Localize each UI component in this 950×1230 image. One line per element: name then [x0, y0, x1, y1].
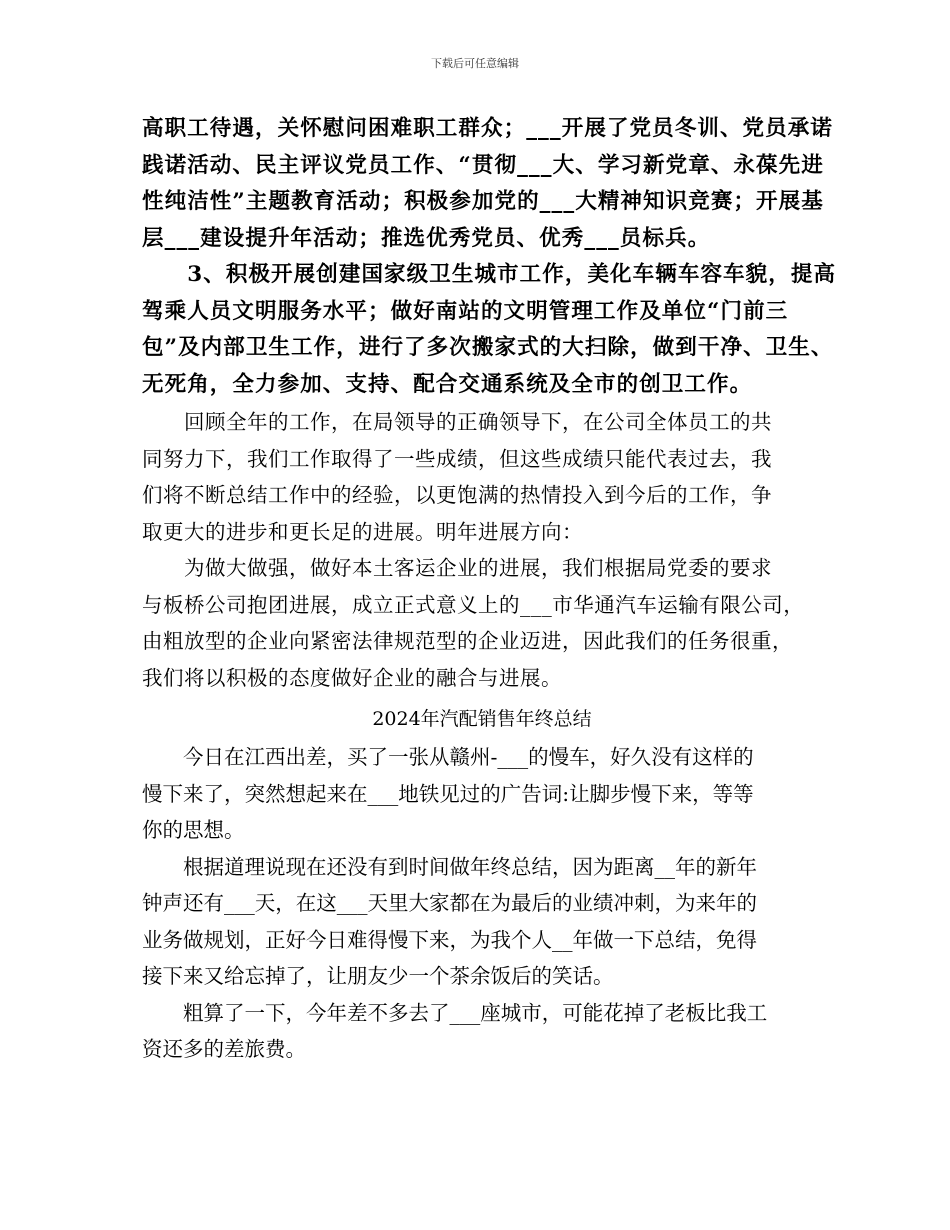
paragraph-line: 同努力下，我们工作取得了一些成绩，但这些成绩只能代表过去，我 [142, 446, 772, 471]
section-party-work [142, 111, 837, 403]
paragraph-line: 取更大的进步和更长足的进展。明年进展方向： [142, 519, 583, 544]
paragraph-line: 粗算了一下，今年差不多去了___座城市，可能花掉了老板比我工 [142, 1000, 768, 1025]
paragraph-line: 为做大做强，做好本土客运企业的进展，我们根据局党委的要求 [142, 556, 772, 580]
paragraph-line: 回顾全年的工作，在局领导的正确领导下，在公司全体员工的共 [142, 410, 772, 434]
paragraph-line: 高职工待遇，关怀慰问困难职工群众；___开展了党员冬训、党员承诺 [142, 116, 833, 141]
paragraph-line: 驾乘人员文明服务水平；做好南站的文明管理工作及单位“门前三 [142, 298, 789, 324]
page-header: 下载后可任意编辑 [431, 57, 519, 70]
paragraph-line: 慢下来了，突然想起来在___地铁见过的广告词:让脚步慢下来，等等 [142, 781, 754, 806]
paragraph-line: 们将不断总结工作中的经验，以更饱满的热情投入到今后的工作，争 [142, 483, 772, 507]
title-block [142, 701, 822, 737]
paragraph-line: 无死角，全力参加、支持、配合交通系统及全市的创卫工作。 [142, 371, 753, 397]
paragraph-line: 包”及内部卫生工作，进行了多次搬家式的大扫除，做到干净、卫生、 [142, 335, 834, 360]
section-summary [142, 739, 822, 1068]
paragraph-line: 层___建设提升年活动；推选优秀党员、优秀___员标兵。 [142, 225, 711, 251]
paragraph-line: 你的思想。 [142, 818, 245, 842]
section-review [142, 404, 822, 696]
paragraph-line: 钟声还有___天，在这___天里大家都在为最后的业绩冲刺，为来年的 [142, 891, 757, 915]
paragraph-line: 由粗放型的企业向紧密法律规范型的企业迈进，因此我们的任务很重， [142, 629, 793, 653]
paragraph-line: 践诺活动、民主评议党员工作、“贯彻___大、学习新党章、永葆先进 [142, 152, 824, 178]
paragraph-line: 根据道理说现在还没有到时间做年终总结，因为距离__年的新年 [142, 854, 757, 879]
paragraph-line: 3、积极开展创建国家级卫生城市工作，美化车辆车容车貌，提高 [142, 262, 837, 287]
paragraph-line: 接下来又给忘掉了，让朋友少一个茶余饭后的笑话。 [142, 964, 614, 988]
document-title: 2024年汽配销售年终总结 [372, 708, 592, 730]
paragraph-line: 我们将以积极的态度做好企业的融合与进展。 [142, 665, 562, 690]
paragraph-line: 与板桥公司抱团进展，成立正式意义上的___市华通汽车运输有限公司， [142, 592, 805, 617]
paragraph-line: 业务做规划，正好今日难得慢下来，为我个人__年做一下总结，免得 [142, 927, 757, 952]
paragraph-line: 资还多的差旅费。 [142, 1037, 306, 1061]
paragraph-line: 今日在江西出差，买了一张从赣州-___的慢车，好久没有这样的 [142, 745, 754, 769]
paragraph-line: 性纯洁性”主题教育活动；积极参加党的___大精神知识竞赛；开展基 [142, 189, 824, 214]
